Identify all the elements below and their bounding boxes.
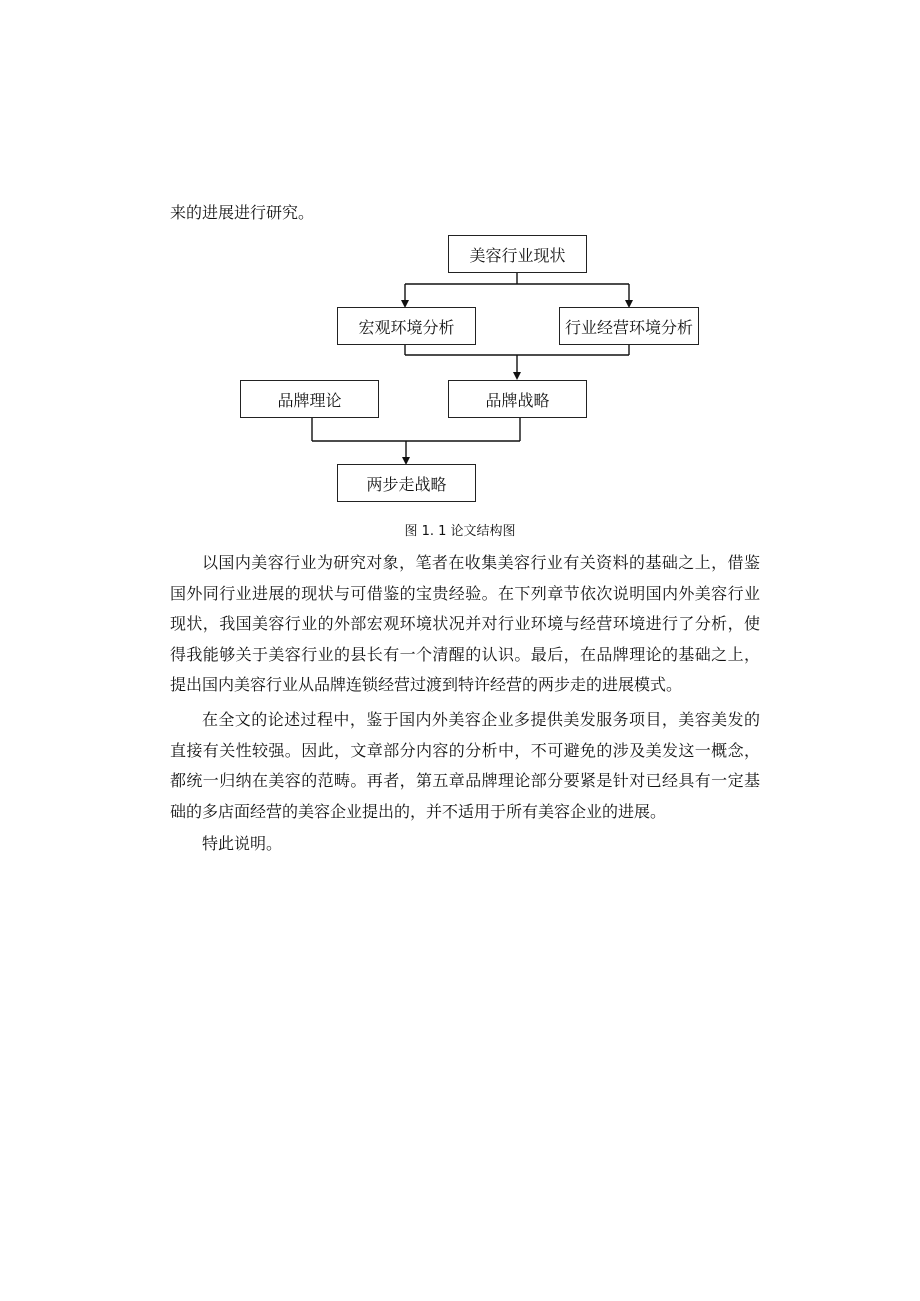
node-macro-analysis: 宏观环境分析 [337, 307, 476, 345]
node-brand-theory: 品牌理论 [240, 380, 379, 418]
lead-line: 来的进展进行研究。 [170, 203, 315, 222]
paragraph-2: 在全文的论述过程中，鉴于国内外美容企业多提供美发服务项目，美容美发的直接有关性较强。因此，文章部分内容的分析中，不可避免的涉及美发这一概念，都统一归纳在美容的范畴。再者，第五章品牌理论部分要紧是针对已经具有一定基础的多店面经营的美容企业提出的，并不适用于所有美容企业的进展。 [170, 710, 760, 821]
paragraph-3: 特此说明。 [202, 834, 283, 853]
paragraph-1: 以国内美容行业为研究对象，笔者在收集美容行业有关资料的基础之上，借鉴国外同行业进展的现状与可借鉴的宝贵经验。在下列章节依次说明国内外美容行业现状，我国美容行业的外部宏观环境状况并对行业环境与经营环境进行了分析，使得我能够关于美容行业的县长有一个清醒的认识。最后，在品牌理论的基础之上，提出国内美容行业从品牌连锁经营过渡到特许经营的两步走的进展模式。 [170, 553, 760, 694]
node-two-step-strategy: 两步走战略 [337, 464, 476, 502]
node-industry-status: 美容行业现状 [448, 235, 587, 273]
node-brand-strategy: 品牌战略 [448, 380, 587, 418]
figure-caption: 图 1. 1 论文结构图 [404, 524, 516, 539]
node-industry-analysis: 行业经营环境分析 [559, 307, 699, 345]
